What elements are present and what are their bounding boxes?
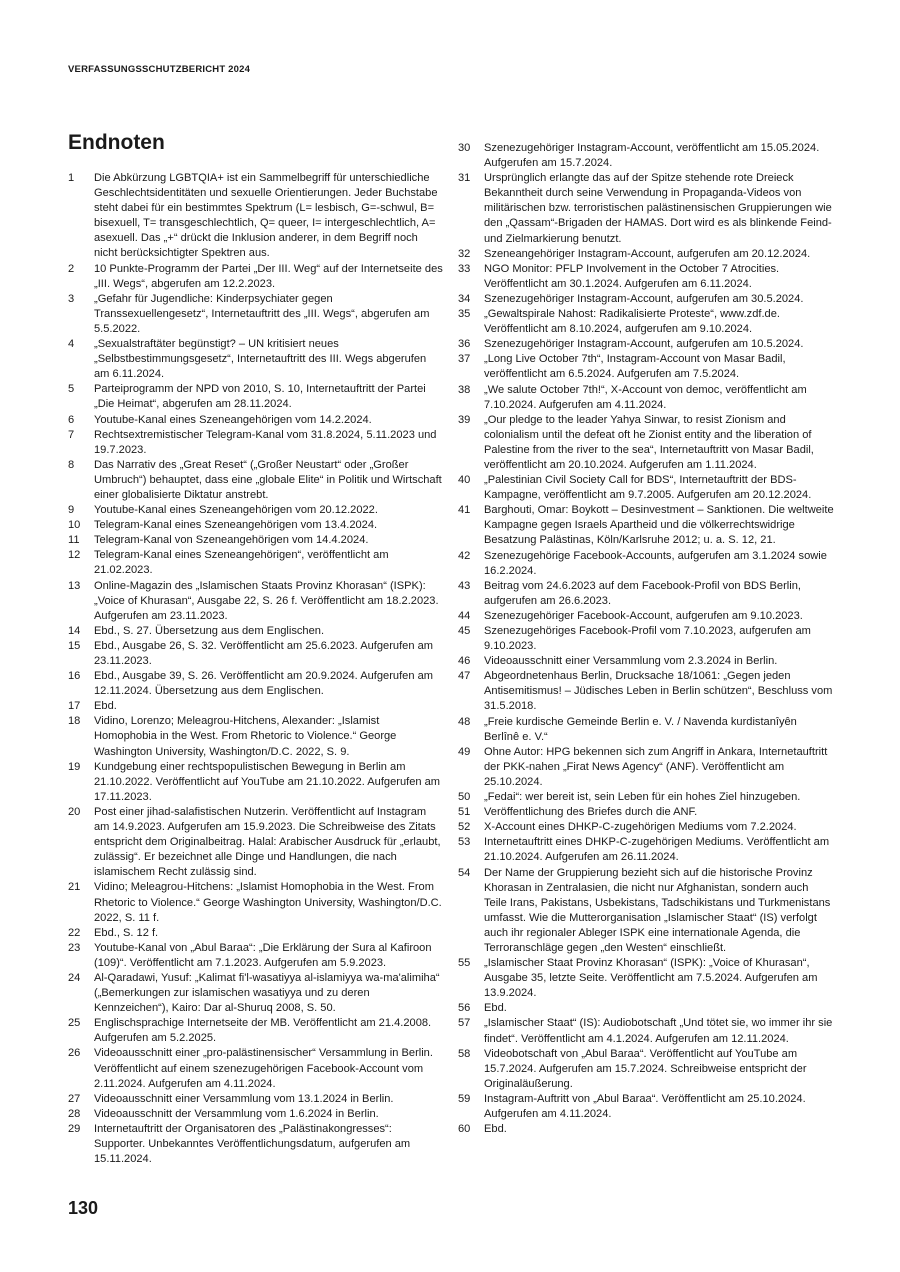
endnote-number: 28 xyxy=(68,1107,81,1120)
endnote-text: Online-Magazin des „Islamischen Staats Provinz Khorasan“ (ISPK): „Voice of Khurasan“, Ausgabe 22, S. 26 f. Veröffentlicht am 18.2.2023. Aufgerufen am 23.11.2023. xyxy=(94,579,439,622)
endnote-number: 32 xyxy=(458,247,471,260)
endnote-text: „Long Live October 7th“, Instagram-Account von Masar Badil, veröffentlicht am 6.5.2024. Aufgerufen am 7.5.2024. xyxy=(484,353,786,381)
endnote-text: Videobotschaft von „Abul Baraa“. Veröffentlicht auf YouTube am 15.7.2024. Aufgerufen am 15.7.2024. Schreibweise entspricht der Originaläußerung. xyxy=(484,1047,807,1090)
endnote-text: „We salute October 7th!“, X-Account von democ, veröffentlicht am 7.10.2024. Aufgerufen am 4.11.2024. xyxy=(484,383,807,411)
endnote-text: Szeneangehöriger Instagram-Account, aufgerufen am 20.12.2024. xyxy=(484,247,811,260)
endnote-number: 21 xyxy=(68,881,81,894)
endnote-text: X-Account eines DHKP-C-zugehörigen Mediums vom 7.2.2024. xyxy=(484,821,797,834)
endnote-text: Telegram-Kanal eines Szeneangehörigen vom 13.4.2024. xyxy=(94,519,378,532)
endnote xyxy=(458,956,834,1001)
endnote-text: Parteiprogramm der NPD von 2010, S. 10, Internetauftritt der Partei „Die Heimat“, abgerufen am 28.11.2024. xyxy=(94,383,426,411)
endnote xyxy=(68,1016,443,1046)
endnote-number: 17 xyxy=(68,700,81,713)
endnote-number: 56 xyxy=(458,1002,471,1015)
endnote-number: 53 xyxy=(458,836,471,849)
endnote xyxy=(458,805,834,820)
endnote-text: Internetauftritt eines DHKP-C-zugehörigen Mediums. Veröffentlicht am 21.10.2024. Aufgerufen am 26.11.2024. xyxy=(484,836,830,864)
endnote-text: Telegram-Kanal von Szeneangehörigen vom 14.4.2024. xyxy=(94,534,369,547)
endnote-number: 50 xyxy=(458,791,471,804)
endnote xyxy=(68,1122,443,1167)
endnote-text: Ebd. xyxy=(94,700,117,713)
endnote-text: 10 Punkte-Programm der Partei „Der III. Weg“ auf der Internetseite des „III. Wegs“, abgerufen am 12.2.2023. xyxy=(94,262,443,290)
endnote-number: 14 xyxy=(68,624,81,637)
endnote-text: NGO Monitor: PFLP Involvement in the October 7 Atrocities. Veröffentlicht am 30.1.2024. Aufgerufen am 6.11.2024. xyxy=(484,262,780,290)
endnote xyxy=(68,880,443,925)
endnote-text: Szenezugehöriger Instagram-Account, veröffentlicht am 15.05.2024. Aufgerufen am 15.7.2024. xyxy=(484,142,820,170)
endnote-text: Szenezugehöriger Facebook-Account, aufgerufen am 9.10.2023. xyxy=(484,609,803,622)
endnote-text: Das Narrativ des „Great Reset“ („Großer Neustart“ oder „Großer Umbruch“) behauptet, dass eine „globale Elite“ in Politik und Wirtschaft einer globalisierte Diktatur anstrebt. xyxy=(94,458,442,501)
endnote-text: „Fedai“: wer bereit ist, sein Leben für ein hohes Ziel hinzugeben. xyxy=(484,791,801,804)
page-number: 130 xyxy=(68,1198,99,1218)
endnote-text: Videoausschnitt einer Versammlung vom 2.3.2024 in Berlin. xyxy=(484,655,778,668)
endnote xyxy=(458,1001,834,1016)
endnote xyxy=(458,292,834,307)
endnote xyxy=(458,413,834,473)
endnote-number: 46 xyxy=(458,655,471,668)
endnote-text: Barghouti, Omar: Boykott – Desinvestment – Sanktionen. Die weltweite Kampagne gegen Israels Apartheid und die völkerrechtswidrige Besatzung Palästinas, Köln/Karlsruhe 2012; u. a. S. 12, 21. xyxy=(484,504,834,547)
endnote-number: 25 xyxy=(68,1017,81,1030)
endnote-text: Szenezugehöriger Instagram-Account, aufgerufen am 10.5.2024. xyxy=(484,338,804,351)
endnote xyxy=(458,866,834,957)
endnote-text: Youtube-Kanal eines Szeneangehörigen vom 14.2.2024. xyxy=(94,413,372,426)
endnote-number: 37 xyxy=(458,353,471,366)
endnote xyxy=(68,428,443,458)
endnote-number: 13 xyxy=(68,579,81,592)
endnote xyxy=(68,699,443,714)
endnote xyxy=(68,292,443,337)
endnote-number: 8 xyxy=(68,458,75,471)
endnote xyxy=(458,609,834,624)
endnote-number: 16 xyxy=(68,670,81,683)
endnote-text: Rechtsextremistischer Telegram-Kanal vom 31.8.2024, 5.11.2023 und 19.7.2023. xyxy=(94,428,437,456)
endnote-number: 58 xyxy=(458,1047,471,1060)
endnote xyxy=(458,1092,834,1122)
endnote xyxy=(458,715,834,745)
endnote xyxy=(458,307,834,337)
endnote-text: Szenezugehörige Facebook-Accounts, aufgerufen am 3.1.2024 sowie 16.2.2024. xyxy=(484,549,827,577)
endnote xyxy=(458,171,834,246)
endnote-number: 22 xyxy=(68,926,81,939)
endnote-number: 60 xyxy=(458,1123,471,1136)
endnote-text: „Gewaltspirale Nahost: Radikalisierte Proteste“, www.zdf.de. Veröffentlicht am 8.10.2024, aufgerufen am 9.10.2024. xyxy=(484,308,780,336)
endnote xyxy=(68,533,443,548)
endnote-text: Instagram-Auftritt von „Abul Baraa“. Veröffentlicht am 25.10.2024. Aufgerufen am 4.11.2024. xyxy=(484,1092,806,1120)
endnote xyxy=(458,503,834,548)
endnote-text: „Freie kurdische Gemeinde Berlin e. V. / Navenda kurdistanîyên Berlînê e. V.“ xyxy=(484,715,797,743)
endnote xyxy=(68,503,443,518)
endnote-number: 15 xyxy=(68,639,81,652)
endnote-text: Abgeordnetenhaus Berlin, Drucksache 18/1061: „Gegen jeden Antisemitismus! – Jüdisches Leben in Berlin schützen“, Beschluss vom 31.5.2018. xyxy=(484,670,833,713)
endnote-text: Videoausschnitt der Versammlung vom 1.6.2024 in Berlin. xyxy=(94,1107,379,1120)
endnote-number: 7 xyxy=(68,428,75,441)
endnote-text: Ebd. xyxy=(484,1002,507,1015)
endnote-number: 36 xyxy=(458,338,471,351)
endnote-number: 5 xyxy=(68,383,75,396)
endnote-number: 4 xyxy=(68,338,75,351)
endnote-text: Ursprünglich erlangte das auf der Spitze stehende rote Dreieck Bekanntheit durch seine Verwendung in Propaganda-Videos von militärischen bzw. terroristischen palästinensischen Gruppierungen wie den „Qassam“-Brigaden der HAMAS. Dort wird es als blinkende Feind- und Zielmarkierung benutzt. xyxy=(484,172,832,245)
endnote-number: 42 xyxy=(458,549,471,562)
endnote xyxy=(458,383,834,413)
endnote xyxy=(458,624,834,654)
endnote-text: Ebd., S. 12 f. xyxy=(94,926,159,939)
endnote-number: 49 xyxy=(458,745,471,758)
endnote-text: „Palestinian Civil Society Call for BDS“, Internetauftritt der BDS-Kampagne, veröffentlicht am 9.7.2005. Aufgerufen am 20.12.2024. xyxy=(484,474,812,502)
endnote xyxy=(68,669,443,699)
endnote xyxy=(458,262,834,292)
endnote-number: 24 xyxy=(68,971,81,984)
endnote-number: 35 xyxy=(458,308,471,321)
endnote-number: 20 xyxy=(68,805,81,818)
endnote-number: 47 xyxy=(458,670,471,683)
endnote-number: 45 xyxy=(458,625,471,637)
endnote xyxy=(458,352,834,382)
endnote xyxy=(68,805,443,880)
endnote-text: Der Name der Gruppierung bezieht sich auf die historische Provinz Khorasan in Zentralasien, die nicht nur Afghanistan, sondern auch Teile Irans, Pakistans, Usbekistans, Tadschikistans und Turkmenistans umfasst. Wie die Mutterorganisation „Islamischer Staat“ (IS) verfolgt auch ihr regionaler Ableger ISPK eine internationale Agenda, die Terroranschläge gegen „den Westen“ einschließt. xyxy=(484,866,831,954)
endnote-number: 29 xyxy=(68,1122,81,1135)
endnote-number: 54 xyxy=(458,866,471,879)
endnote xyxy=(458,669,834,714)
endnote-text: Youtube-Kanal von „Abul Baraa“: „Die Erklärung der Sura al Kafiroon (109)“. Veröffentlicht am 7.1.2023. Aufgerufen am 5.9.2023. xyxy=(94,941,432,969)
endnote-number: 40 xyxy=(458,474,471,487)
endnote-text: Veröffentlichung des Briefes durch die ANF. xyxy=(484,806,698,819)
endnote-number: 12 xyxy=(68,549,81,562)
endnote-number: 33 xyxy=(458,262,471,275)
endnote xyxy=(68,171,443,262)
endnote-text: Ebd. xyxy=(484,1123,507,1136)
endnote-text: „Islamischer Staat Provinz Khorasan“ (ISPK): „Voice of Khurasan“, Ausgabe 35, letzte Seite. Veröffentlicht am 7.5.2024. Aufgerufen am 13.9.2024. xyxy=(484,957,818,1000)
endnote xyxy=(458,835,834,865)
endnote-number: 34 xyxy=(458,292,471,305)
endnote-number: 11 xyxy=(68,534,80,547)
endnote xyxy=(68,548,443,578)
endnote-text: „Islamischer Staat“ (IS): Audiobotschaft „Und tötet sie, wo immer ihr sie findet“. Veröffentlicht am 4.1.2024. Aufgerufen am 12.11.2024. xyxy=(484,1017,833,1045)
endnote-number: 26 xyxy=(68,1047,81,1060)
endnote-text: Videoausschnitt einer Versammlung vom 13.1.2024 in Berlin. xyxy=(94,1092,394,1105)
endnote-text: Ebd., Ausgabe 26, S. 32. Veröffentlicht am 25.6.2023. Aufgerufen am 23.11.2023. xyxy=(94,639,434,667)
endnote xyxy=(458,745,834,790)
endnote xyxy=(68,639,443,669)
endnote-text: Vidino; Meleagrou-Hitchens: „Islamist Homophobia in the West. From Rhetoric to Violence.“ George Washington University, Washington/D.C. 2022, S. 11 f. xyxy=(94,881,442,924)
endnote xyxy=(68,382,443,412)
endnote xyxy=(68,262,443,292)
endnote-number: 38 xyxy=(458,383,471,396)
endnote xyxy=(68,337,443,382)
endnote-text: Ebd., S. 27. Übersetzung aus dem Englischen. xyxy=(94,624,325,637)
endnote xyxy=(458,579,834,609)
endnote-number: 1 xyxy=(68,172,75,184)
endnote-number: 55 xyxy=(458,957,471,970)
endnote-number: 6 xyxy=(68,413,75,426)
endnote-number: 39 xyxy=(458,413,471,426)
endnote xyxy=(458,1122,834,1137)
endnote xyxy=(458,337,834,352)
endnote-text: Szenezugehöriger Instagram-Account, aufgerufen am 30.5.2024. xyxy=(484,292,804,305)
endnote-text: Ebd., Ausgabe 39, S. 26. Veröffentlicht am 20.9.2024. Aufgerufen am 12.11.2024. Übersetzung aus dem Englischen. xyxy=(94,670,434,698)
endnotes-right-column xyxy=(458,141,834,1137)
endnote xyxy=(68,714,443,759)
endnote-number: 27 xyxy=(68,1092,81,1105)
endnote-number: 41 xyxy=(458,504,471,517)
endnote-number: 52 xyxy=(458,821,471,834)
endnote-number: 30 xyxy=(458,142,471,154)
endnote xyxy=(458,549,834,579)
endnote-text: Ohne Autor: HPG bekennen sich zum Angriff in Ankara, Internetauftritt der PKK-nahen „Firat News Agency“ (ANF). Veröffentlicht am 25.10.2024. xyxy=(484,745,828,788)
endnote-text: Al-Qaradawi, Yusuf: „Kalimat fi'l-wasatiyya al-islamiyya wa-ma'alimiha“ („Bemerkungen zur islamischen wasatiyya und zu deren Kennzeichen“), Kairo: Dar al-Shuruq 2008, S. 50. xyxy=(94,971,440,1015)
endnote-number: 18 xyxy=(68,715,81,728)
endnote-text: Vidino, Lorenzo; Meleagrou-Hitchens, Alexander: „Islamist Homophobia in the West. From Rhetoric to Violence.“ George Washington University, Washington/D.C. 2022, S. 9. xyxy=(94,715,397,758)
endnote-text: Die Abkürzung LGBTQIA+ ist ein Sammelbegriff für unterschiedliche Geschlechtsidentitäten und sexuelle Orientierungen. Jeder Buchstabe steht dabei für ein bestimmtes Spektrum (L= lesbisch, G=-schwul, B= bisexuell, T= transgeschlechtlich, Q= queer, I= intergeschlechtlich, A= asexuell. Das „+“ drückt die Inklusion anderer, in dem Begriff noch nicht berücksichtigter Spektren aus. xyxy=(94,172,438,260)
endnote-text: Beitrag vom 24.6.2023 auf dem Facebook-Profil von BDS Berlin, aufgerufen am 26.6.2023. xyxy=(484,579,801,607)
report-header: VERFASSUNGSSCHUTZBERICHT 2024 xyxy=(68,64,251,75)
endnote-number: 19 xyxy=(68,760,81,773)
endnote xyxy=(68,624,443,639)
endnote xyxy=(458,790,834,805)
endnote xyxy=(458,820,834,835)
endnote xyxy=(68,1092,443,1107)
endnote-text: Telegram-Kanal eines Szeneangehörigen“, veröffentlicht am 21.02.2023. xyxy=(94,549,389,577)
endnote xyxy=(68,971,443,1016)
endnote-text: Internetauftritt der Organisatoren des „Palästinakongresses“: Supporter. Unbekanntes Veröffentlichungsdatum, aufgerufen am 15.11.2024. xyxy=(94,1122,411,1166)
endnote xyxy=(458,1016,834,1046)
endnote-number: 2 xyxy=(68,262,75,275)
endnote-text: Szenezugehöriges Facebook-Profil vom 7.10.2023, aufgerufen am 9.10.2023. xyxy=(484,625,811,653)
endnote-number: 57 xyxy=(458,1017,471,1030)
endnote xyxy=(68,1107,443,1122)
endnote xyxy=(68,1046,443,1091)
endnote-number: 51 xyxy=(458,806,471,819)
endnote-number: 44 xyxy=(458,609,471,622)
endnote xyxy=(68,413,443,428)
endnote-text: Kundgebung einer rechtspopulistischen Bewegung in Berlin am 21.10.2022. Veröffentlicht auf YouTube am 21.10.2022. Aufgerufen am 17.11.2023. xyxy=(94,760,441,803)
endnote xyxy=(68,926,443,941)
endnote-text: Englischsprachige Internetseite der MB. Veröffentlicht am 21.4.2008. Aufgerufen am 5.2.2025. xyxy=(94,1017,432,1045)
endnote xyxy=(458,247,834,262)
endnote-number: 43 xyxy=(458,579,471,592)
endnote-text: Post einer jihad-salafistischen Nutzerin. Veröffentlicht auf Instagram am 14.9.2023. Aufgerufen am 15.9.2023. Die Schreibweise des Zitats entspricht dem Originalbeitrag. Halal: Arabischer Ausdruck für „erlaubt, zulässig“. Er bezeichnet alle Dinge und Handlungen, die nach islamischem Recht zulässig sind. xyxy=(94,805,441,879)
endnote-number: 3 xyxy=(68,292,75,305)
endnote-text: „Sexualstraftäter begünstigt? – UN kritisiert neues „Selbstbestimmungsgesetz“, Internetauftritt des III. Wegs abgerufen am 6.11.2024. xyxy=(94,338,427,381)
endnote-text: Videoausschnitt einer „pro-palästinensischer“ Versammlung in Berlin. Veröffentlicht auf einem szenezugehörigen Facebook-Account vom 2.11.2024. Aufgerufen am 4.11.2024. xyxy=(94,1047,433,1090)
endnote-number: 48 xyxy=(458,715,471,728)
page-title: Endnoten xyxy=(68,131,165,154)
endnote-text: „Gefahr für Jugendliche: Kinderpsychiater gegen Transsexuellengesetz“, Internetauftritt des „III. Wegs“, abgerufen am 5.5.2022. xyxy=(94,292,430,335)
endnote xyxy=(458,1047,834,1092)
endnote xyxy=(68,941,443,971)
endnote xyxy=(458,654,834,669)
endnote xyxy=(68,458,443,503)
endnote-number: 23 xyxy=(68,941,81,954)
endnote xyxy=(68,579,443,624)
endnote-text: „Our pledge to the leader Yahya Sinwar, to resist Zionism and colonialism until the defeat oft he Zionist entity and the liberation of Palestine from the river to the sea“, Internetauftritt von Masar Badil, veröffentlicht am 20.10.2024. Aufgerufen am 1.11.2024. xyxy=(484,413,814,471)
endnotes-left-column xyxy=(68,171,443,1167)
endnote-number: 10 xyxy=(68,519,81,532)
endnote xyxy=(458,473,834,503)
endnote-text: Youtube-Kanal eines Szeneangehörigen vom 20.12.2022. xyxy=(94,504,378,517)
endnote-number: 59 xyxy=(458,1092,471,1105)
endnote xyxy=(458,141,834,171)
endnote-number: 9 xyxy=(68,504,75,517)
endnote xyxy=(68,518,443,533)
endnote-number: 31 xyxy=(458,172,471,185)
endnote xyxy=(68,760,443,805)
